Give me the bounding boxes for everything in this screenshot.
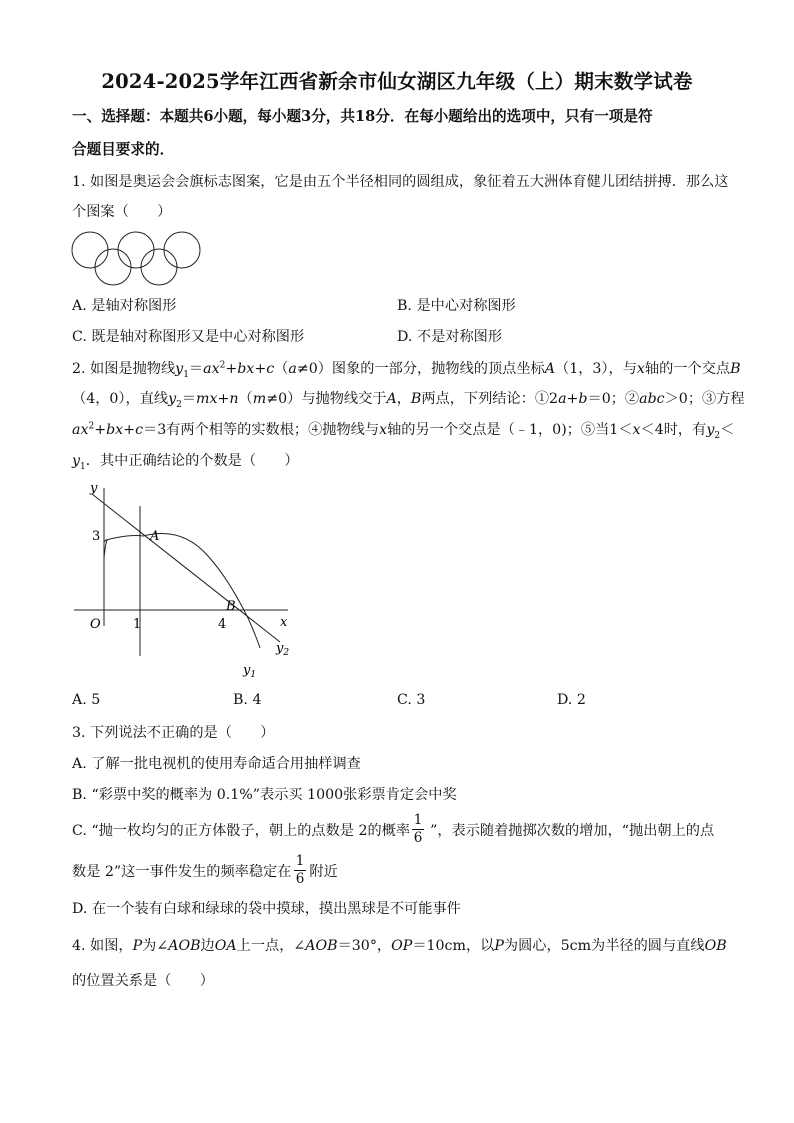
q2-option-a[interactable]: A. 5 (72, 692, 101, 708)
section-heading-line2: 合题目要求的． (72, 141, 175, 158)
tick-4-label: 4 (218, 617, 227, 632)
point-a-label: A (150, 529, 160, 544)
line-y2 (92, 494, 280, 642)
olympic-rings-figure (70, 228, 205, 290)
q3-option-c-line1[interactable]: C. “抛一枚均匀的正方体骰子，朝上的点数是 2的概率 ”，表示随着抛掷次数的增加，“抛出朝上的点 (72, 823, 715, 839)
curve-y2-label: $y_2$ (276, 641, 290, 658)
q2-stem-line3: $ax^2+bx+c=3$有两个相等的实数根；④抛物线与x轴的另一个交点是（﹣1，0)；⑤当1＜x＜4时，有$y_2<$ (72, 421, 735, 441)
q1-option-c[interactable]: C. 既是轴对称图形又是中心对称图形 (72, 329, 305, 345)
q2-stem-line4: $y_1$．其中正确结论的个数是（ ） (72, 453, 299, 472)
q2-stem-line2: （4，0），直线$y_2=mx+n(m\ne 0)$与抛物线交于A，B两点，下列结论：①2a+b＝0；②abc＞0；③方程 (72, 391, 745, 410)
q3-option-b[interactable]: B. “彩票中奖的概率为 0.1%”表示买 1000张彩票肯定会中奖 (72, 787, 457, 803)
point-b-label: B (226, 599, 236, 614)
x-axis-label: x (280, 615, 288, 630)
q2-option-c[interactable]: C. 3 (397, 692, 426, 708)
tick-3-label: 3 (92, 529, 101, 544)
parabola-y1-curve (104, 534, 260, 649)
curve-y1-label: $y_1$ (243, 663, 257, 680)
tick-1-label: 1 (133, 617, 142, 632)
ring-top-middle (118, 232, 154, 268)
q4-stem-line2: 的位置关系是（ ） (72, 973, 214, 989)
q2-stem-line1: 2. 如图是抛物线$y_1=ax^2+bx+c(a\ne 0)$图象的一部分，抛物线的顶点坐标A（1，3），与x轴的一个交点B (72, 360, 741, 380)
fraction-one-sixth: $\frac{1}{6}$ (413, 812, 423, 846)
exam-title: 2024-2025学年江西省新余市仙女湖区九年级（上）期末数学试卷 (101, 70, 693, 93)
q2-option-d[interactable]: D. 2 (557, 692, 586, 708)
ring-bottom-right (141, 249, 177, 285)
q1-stem-line1: 1. 如图是奥运会会旗标志图案，它是由五个半径相同的圆组成，象征着五大洲体育健儿团结拼搏．那么这 (72, 174, 729, 190)
ring-top-right (164, 232, 200, 268)
origin-label: O (90, 617, 101, 632)
q3-option-c-line2[interactable]: 数是 2”这一事件发生的频率稳定在 附近 (72, 864, 338, 880)
q1-option-b[interactable]: B. 是中心对称图形 (397, 298, 516, 314)
q1-option-a[interactable]: A. 是轴对称图形 (72, 298, 177, 314)
q3-option-a[interactable]: A. 了解一批电视机的使用寿命适合用抽样调查 (72, 756, 361, 772)
ring-top-left (72, 232, 108, 268)
q2-option-b[interactable]: B. 4 (233, 692, 262, 708)
ring-bottom-left (95, 249, 131, 285)
q1-stem-line2: 个图案（ ） (72, 204, 172, 220)
fraction-one-sixth-2: $\frac{1}{6}$ (295, 853, 305, 887)
section-heading-line1: 一、选择题：本题共6小题，每小题3分，共18分．在每小题给出的选项中，只有一项是符 (72, 108, 653, 125)
q4-stem-line1: 4. 如图，P为∠AOB边OA上一点，∠AOB＝30°，OP＝10cm，以P为圆心，5cm为半径的圆与直线OB (72, 938, 727, 954)
q3-option-d[interactable]: D. 在一个装有白球和绿球的袋中摸球，摸出黑球是不可能事件 (72, 901, 461, 917)
q3-stem: 3. 下列说法不正确的是（ ） (72, 725, 275, 741)
q1-option-d[interactable]: D. 不是对称图形 (397, 329, 503, 345)
parabola-line-graph (70, 476, 300, 682)
y-axis-label: y (90, 481, 98, 496)
